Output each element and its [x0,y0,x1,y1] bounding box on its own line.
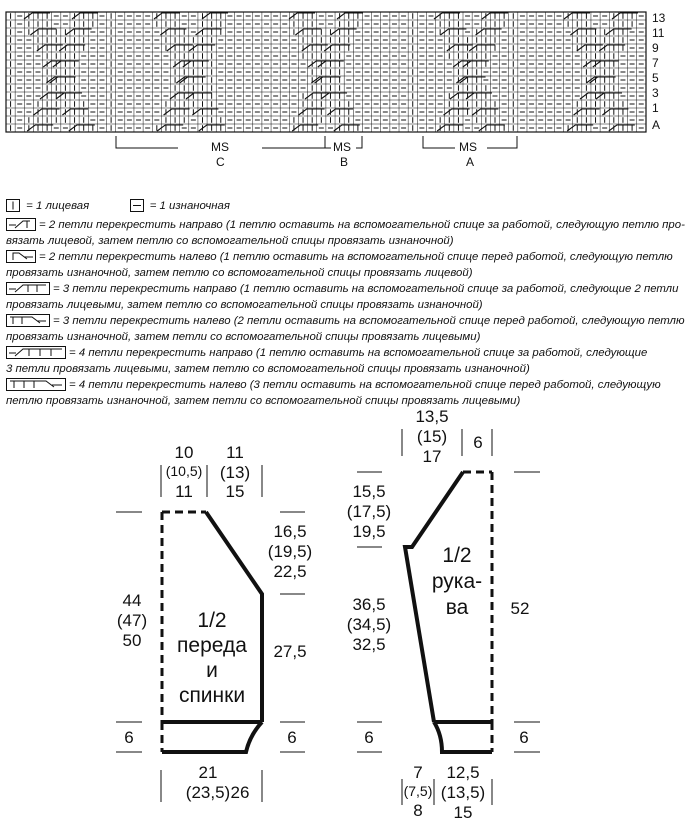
body-top-left-dim [166,443,203,501]
sleeve-slope-dim [347,482,391,541]
row-label: 1 [652,101,659,115]
ms-label-a: MS [459,140,477,154]
body-rib-left-dim: 6 [124,728,134,747]
sleeve-side-dim [347,595,391,654]
dim-value: (19,5) [267,542,313,561]
ms-label-b: MS [333,140,351,154]
dim-value: (15) [416,427,448,446]
dim-value: 8 [413,801,423,820]
row-label: 9 [652,41,659,55]
dim-value: 32,5 [352,635,386,654]
sleeve-top-left-dim [415,407,448,466]
body-rib-right-dim: 6 [287,728,297,747]
sleeve-title-line: 1/2 [442,544,472,567]
dim-value: (47) [116,611,148,630]
dim-value: (17,5) [346,502,392,521]
dim-value: (13) [219,463,251,482]
dim-value: 22,5 [273,562,307,581]
dim-value: 26 [230,783,250,802]
legend-cable-3-right-text: = 3 петли перекрестить направо (1 петлю оставить на вспомогательной спице за работой, следующие 2 петли [53,283,679,295]
body-top-right-dim [220,443,250,501]
dim-value: (23,5) [185,783,231,802]
body-title [177,609,247,707]
legend-cable-4-left-text: = 4 петли перекрестить налево (3 петли оставить на вспомогательной спице перед работой, следующую [69,379,661,391]
dim-value: 16,5 [273,522,307,541]
dim-value: (34,5) [346,615,392,634]
dim-value: (10,5) [165,463,203,479]
row-label: 5 [652,71,659,85]
dim-value: 19,5 [352,522,386,541]
legend-cable-3-right-cont: провязать лицевыми, затем петлю со вспомогательной спицы провязать изнаночной) [6,299,483,311]
row-label: 13 [652,11,666,25]
body-title-line: переда [177,634,247,657]
dim-value: 15 [453,803,473,822]
body-height-dim [117,591,147,650]
sleeve-total-dim: 52 [510,599,530,618]
row-label: 7 [652,56,659,70]
dim-value: 17 [422,447,442,466]
legend-knit-text: = 1 лицевая [26,200,90,212]
legend-cable-2-right-cont: вязать лицевой, затем петлю со вспомогательной спицы провязать изнаночной) [6,235,454,247]
legend-cable-3-left-text: = 3 петли перекрестить налево (2 петли оставить на вспомогательной спице перед работой, следующую петлю [53,315,685,327]
dim-value: 15,5 [352,482,386,501]
row-label: 11 [652,26,665,40]
legend-cable-4-left-cont: петлю провязать изнаночной, затем петли со вспомогательной спицы провязать лицевыми) [6,395,521,407]
dim-value: 11 [175,482,193,501]
ms-sublabel-c: C [216,155,225,169]
body-side-dim: 27,5 [273,642,307,661]
legend-cable-3-left-cont: провязать изнаночной, затем петли со вспомогательной спицы провязать лицевыми) [6,331,481,343]
sleeve-title-line: рука- [431,570,483,593]
sleeve-bottom-right-dim [441,763,485,822]
body-title-line: спинки [178,684,246,707]
dim-value: (7,5) [403,783,433,799]
row-label: A [652,118,661,132]
dim-value: (13,5) [440,783,486,802]
dim-value: 11 [226,443,244,462]
body-title-line: 1/2 [197,609,227,632]
legend-purl-text: = 1 изнаночная [149,200,230,212]
legend-cable-2-right-text: = 2 петли перекрестить направо (1 петлю оставить на вспомогательной спице за работой, следующую петлю про- [39,219,685,231]
legend-cable-2-left-cont: провязать изнаночной, затем петлю со вспомогательной спицы провязать лицевой) [6,267,473,279]
dim-value: 7 [413,763,423,782]
legend-cable-2-left-text: = 2 петли перекрестить налево (1 петлю оставить на вспомогательной спице перед работой, следующую петлю [39,251,673,263]
ms-sublabel-a: A [466,155,475,169]
body-slope-dim [268,522,312,581]
sleeve-bottom-left-dim [404,763,433,820]
sleeve-rib-left-dim: 6 [364,728,374,747]
sleeve-title-line: ва [445,596,469,619]
sleeve-title [432,544,482,619]
ms-sublabel-b: B [340,155,349,169]
ms-label-c: MS [211,140,229,154]
row-label: 3 [652,86,659,100]
dim-value: 36,5 [352,595,386,614]
legend-cable-4-right-cont: 3 петли провязать лицевыми, затем петлю со вспомогательной спицы провязать изнаночной) [6,363,530,375]
body-title-line: и [206,659,218,682]
dim-value: 15 [225,482,245,501]
body-outline [162,512,262,752]
dim-value: 13,5 [415,407,449,426]
sleeve-top-right-dim: 6 [473,433,483,452]
sleeve-rib-right-dim: 6 [519,728,529,747]
dim-value: 12,5 [446,763,480,782]
body-bottom-dim [186,763,250,802]
dim-value: 50 [122,631,142,650]
dim-value: 21 [198,763,218,782]
dim-value: 10 [174,443,194,462]
dim-value: 44 [122,591,142,610]
legend-cable-4-right-text: = 4 петли перекрестить направо (1 петлю оставить на вспомогательной спице за работой, следующие [69,347,648,359]
